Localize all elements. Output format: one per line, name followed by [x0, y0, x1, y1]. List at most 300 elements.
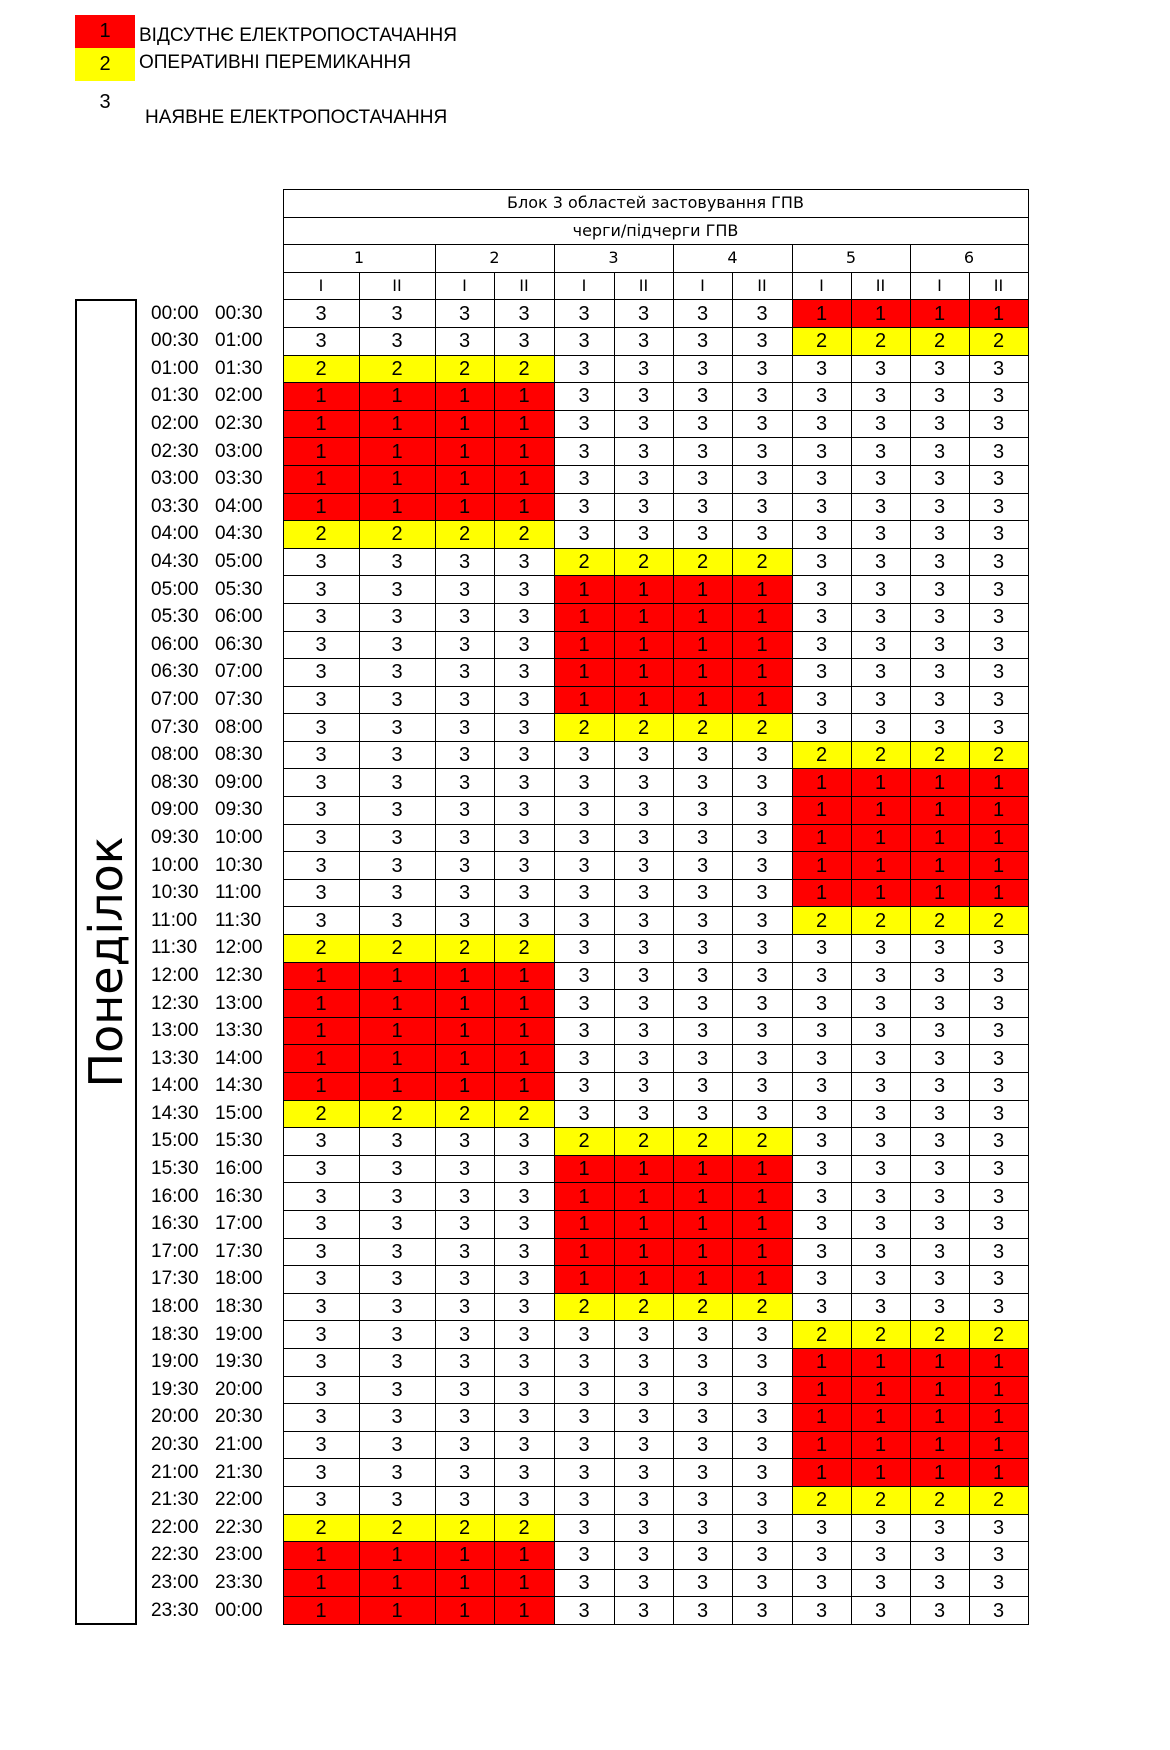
status-cell: 3 [554, 769, 614, 797]
status-cell: 3 [910, 493, 969, 521]
status-cell: 3 [732, 1486, 792, 1514]
table-row [76, 1155, 1028, 1183]
status-cell: 3 [614, 1431, 673, 1459]
status-cell: 3 [792, 548, 851, 576]
status-cell: 3 [792, 1100, 851, 1128]
subqueue-header: I [435, 272, 494, 300]
status-cell: 3 [435, 824, 494, 852]
status-cell: 3 [732, 852, 792, 880]
status-cell: 3 [435, 1376, 494, 1404]
status-cell: 2 [732, 548, 792, 576]
status-cell: 1 [969, 852, 1028, 880]
status-cell: 3 [283, 797, 359, 825]
status-cell: 3 [359, 1376, 435, 1404]
legend-swatch-red: 1 [75, 15, 135, 48]
status-cell: 1 [494, 1569, 554, 1597]
status-cell: 3 [359, 1293, 435, 1321]
table-row [76, 631, 1028, 659]
status-cell: 3 [910, 935, 969, 963]
status-cell: 2 [435, 1100, 494, 1128]
status-cell: 2 [435, 355, 494, 383]
table-row [76, 521, 1028, 549]
status-cell: 3 [732, 1404, 792, 1432]
time-end: 11:00 [215, 882, 262, 904]
status-cell: 3 [494, 631, 554, 659]
status-cell: 3 [614, 1376, 673, 1404]
status-cell: 1 [283, 438, 359, 466]
status-cell: 1 [614, 1155, 673, 1183]
status-cell: 3 [969, 962, 1028, 990]
status-cell: 3 [851, 1045, 910, 1073]
status-cell: 3 [851, 1128, 910, 1156]
status-cell: 1 [732, 1183, 792, 1211]
status-cell: 1 [732, 659, 792, 687]
time-start: 14:00 [151, 1075, 199, 1097]
status-cell: 3 [673, 355, 732, 383]
status-cell: 3 [910, 410, 969, 438]
status-cell: 3 [435, 1266, 494, 1294]
table-row [76, 962, 1028, 990]
status-cell: 1 [969, 879, 1028, 907]
status-cell: 3 [673, 300, 732, 328]
status-cell: 3 [359, 1486, 435, 1514]
status-cell: 1 [554, 576, 614, 604]
status-cell: 1 [283, 465, 359, 493]
status-cell: 3 [732, 1017, 792, 1045]
status-cell: 3 [732, 521, 792, 549]
time-start: 04:00 [151, 523, 199, 545]
status-cell: 3 [851, 355, 910, 383]
status-cell: 3 [494, 1321, 554, 1349]
queue-header: 2 [435, 245, 554, 273]
table-row [76, 714, 1028, 742]
status-cell: 3 [494, 1155, 554, 1183]
status-cell: 3 [614, 1348, 673, 1376]
status-cell: 3 [792, 935, 851, 963]
status-cell: 3 [910, 631, 969, 659]
time-start: 02:30 [151, 440, 199, 462]
status-cell: 3 [435, 1183, 494, 1211]
time-start: 12:30 [151, 992, 199, 1014]
status-cell: 3 [283, 852, 359, 880]
subqueue-header: I [910, 272, 969, 300]
status-cell: 3 [792, 603, 851, 631]
time-end: 09:30 [215, 799, 263, 821]
status-cell: 3 [851, 438, 910, 466]
time-start: 18:00 [151, 1296, 199, 1318]
status-cell: 3 [554, 1376, 614, 1404]
status-cell: 3 [435, 1459, 494, 1487]
status-cell: 3 [851, 714, 910, 742]
status-cell: 2 [359, 935, 435, 963]
status-cell: 3 [435, 1293, 494, 1321]
status-cell: 3 [969, 1183, 1028, 1211]
status-cell: 1 [614, 659, 673, 687]
status-cell: 3 [673, 1486, 732, 1514]
status-cell: 3 [969, 1542, 1028, 1570]
status-cell: 3 [673, 990, 732, 1018]
status-cell: 1 [851, 300, 910, 328]
time-start: 01:00 [151, 357, 199, 379]
time-end: 15:00 [215, 1102, 263, 1124]
status-cell: 1 [910, 1459, 969, 1487]
status-cell: 3 [494, 1128, 554, 1156]
status-cell: 1 [435, 962, 494, 990]
status-cell: 3 [673, 1569, 732, 1597]
status-cell: 3 [910, 659, 969, 687]
status-cell: 3 [851, 383, 910, 411]
status-cell: 3 [359, 1431, 435, 1459]
status-cell: 3 [283, 1404, 359, 1432]
status-cell: 1 [673, 631, 732, 659]
status-cell: 3 [359, 659, 435, 687]
time-start: 05:30 [151, 606, 199, 628]
status-cell: 1 [554, 631, 614, 659]
status-cell: 1 [614, 1266, 673, 1294]
subqueue-header: II [732, 272, 792, 300]
legend-item-off [75, 15, 535, 48]
status-cell: 3 [435, 769, 494, 797]
status-cell: 1 [969, 1431, 1028, 1459]
status-cell: 3 [732, 935, 792, 963]
status-cell: 1 [910, 824, 969, 852]
status-cell: 1 [792, 300, 851, 328]
table-row [76, 1293, 1028, 1321]
status-cell: 3 [851, 990, 910, 1018]
status-cell: 3 [614, 962, 673, 990]
status-cell: 1 [359, 1073, 435, 1101]
status-cell: 1 [969, 1376, 1028, 1404]
status-cell: 1 [910, 300, 969, 328]
status-cell: 3 [732, 1348, 792, 1376]
status-cell: 1 [732, 1155, 792, 1183]
status-cell: 3 [435, 548, 494, 576]
status-cell: 3 [554, 438, 614, 466]
status-cell: 3 [435, 631, 494, 659]
time-start: 09:00 [151, 799, 199, 821]
status-cell: 3 [732, 327, 792, 355]
status-cell: 3 [732, 1100, 792, 1128]
status-cell: 3 [435, 1321, 494, 1349]
status-cell: 2 [732, 1128, 792, 1156]
status-cell: 3 [435, 300, 494, 328]
status-cell: 3 [673, 1404, 732, 1432]
status-cell: 3 [494, 741, 554, 769]
status-cell: 1 [359, 383, 435, 411]
time-start: 22:30 [151, 1544, 199, 1566]
status-cell: 3 [494, 879, 554, 907]
status-cell: 3 [435, 714, 494, 742]
status-cell: 3 [435, 879, 494, 907]
status-cell: 3 [554, 1321, 614, 1349]
status-cell: 3 [359, 300, 435, 328]
status-cell: 2 [673, 548, 732, 576]
status-cell: 1 [435, 410, 494, 438]
status-cell: 1 [359, 465, 435, 493]
status-cell: 3 [673, 493, 732, 521]
status-cell: 1 [494, 493, 554, 521]
status-cell: 3 [359, 1404, 435, 1432]
legend-item-on [75, 91, 535, 128]
status-cell: 1 [435, 1017, 494, 1045]
status-cell: 3 [910, 1569, 969, 1597]
status-cell: 3 [910, 576, 969, 604]
time-start: 06:30 [151, 661, 199, 683]
status-cell: 3 [614, 1459, 673, 1487]
status-cell: 1 [359, 410, 435, 438]
status-cell: 1 [435, 1542, 494, 1570]
status-cell: 3 [283, 1183, 359, 1211]
status-cell: 1 [554, 1266, 614, 1294]
status-cell: 3 [851, 1155, 910, 1183]
status-cell: 3 [673, 1321, 732, 1349]
status-cell: 3 [732, 1431, 792, 1459]
status-cell: 3 [435, 1486, 494, 1514]
time-end: 05:00 [215, 551, 263, 573]
status-cell: 3 [614, 300, 673, 328]
status-cell: 3 [435, 603, 494, 631]
status-cell: 3 [673, 907, 732, 935]
time-start: 15:30 [151, 1158, 199, 1180]
time-start: 03:00 [151, 468, 199, 490]
status-cell: 3 [554, 935, 614, 963]
status-cell: 3 [494, 1210, 554, 1238]
status-cell: 1 [673, 1238, 732, 1266]
status-cell: 3 [851, 1266, 910, 1294]
status-cell: 3 [614, 1073, 673, 1101]
time-end: 08:00 [215, 716, 263, 738]
legend-swatch-white: 3 [75, 91, 135, 124]
status-cell: 2 [910, 1321, 969, 1349]
status-cell: 3 [359, 769, 435, 797]
status-cell: 3 [359, 1321, 435, 1349]
status-cell: 3 [554, 1431, 614, 1459]
subqueue-header: II [614, 272, 673, 300]
status-cell: 1 [435, 1569, 494, 1597]
status-cell: 1 [969, 1459, 1028, 1487]
time-end: 10:30 [215, 854, 263, 876]
status-cell: 3 [359, 741, 435, 769]
time-end: 13:30 [215, 1020, 263, 1042]
status-cell: 2 [673, 714, 732, 742]
status-cell: 3 [494, 769, 554, 797]
status-cell: 3 [792, 962, 851, 990]
status-cell: 3 [851, 1100, 910, 1128]
time-end: 08:30 [215, 744, 263, 766]
status-cell: 1 [851, 852, 910, 880]
status-cell: 2 [792, 907, 851, 935]
status-cell: 3 [910, 686, 969, 714]
status-cell: 1 [673, 686, 732, 714]
status-cell: 1 [732, 1210, 792, 1238]
status-cell: 3 [554, 1045, 614, 1073]
status-cell: 3 [614, 990, 673, 1018]
table-row [76, 1238, 1028, 1266]
status-cell: 2 [910, 327, 969, 355]
status-cell: 3 [732, 438, 792, 466]
time-end: 22:00 [215, 1489, 263, 1511]
status-cell: 1 [554, 603, 614, 631]
status-cell: 3 [283, 907, 359, 935]
header-row-subqueues [76, 272, 1028, 300]
table-row [76, 576, 1028, 604]
status-cell: 3 [494, 1486, 554, 1514]
status-cell: 3 [732, 383, 792, 411]
status-cell: 1 [792, 1459, 851, 1487]
time-end: 04:30 [215, 523, 263, 545]
status-cell: 2 [969, 327, 1028, 355]
time-start: 09:30 [151, 826, 199, 848]
status-cell: 3 [614, 741, 673, 769]
legend-label: ВІДСУТНЄ ЕЛЕКТРОПОСТАЧАННЯ [139, 25, 457, 46]
status-cell: 3 [554, 1100, 614, 1128]
status-cell: 3 [792, 1569, 851, 1597]
status-cell: 3 [435, 852, 494, 880]
status-cell: 3 [673, 879, 732, 907]
status-cell: 1 [910, 797, 969, 825]
time-start: 17:00 [151, 1240, 199, 1262]
status-cell: 3 [732, 410, 792, 438]
status-cell: 3 [435, 1431, 494, 1459]
status-cell: 3 [732, 879, 792, 907]
time-end: 00:00 [215, 1599, 263, 1621]
status-cell: 1 [732, 576, 792, 604]
status-cell: 3 [851, 493, 910, 521]
status-cell: 2 [851, 907, 910, 935]
time-start: 08:30 [151, 771, 199, 793]
status-cell: 3 [673, 410, 732, 438]
time-end: 02:00 [215, 385, 263, 407]
status-cell: 2 [614, 1128, 673, 1156]
status-cell: 3 [732, 1459, 792, 1487]
status-cell: 3 [494, 659, 554, 687]
status-cell: 3 [910, 1266, 969, 1294]
status-cell: 3 [851, 521, 910, 549]
status-cell: 3 [969, 935, 1028, 963]
status-cell: 3 [283, 1431, 359, 1459]
status-cell: 1 [554, 1183, 614, 1211]
subqueue-header: I [673, 272, 732, 300]
status-cell: 3 [673, 769, 732, 797]
status-cell: 3 [673, 797, 732, 825]
status-cell: 3 [673, 1542, 732, 1570]
status-cell: 3 [614, 1514, 673, 1542]
table-title: Блок 3 областей застовування ГПВ [283, 190, 1028, 218]
status-cell: 3 [494, 1266, 554, 1294]
time-end: 18:00 [215, 1268, 263, 1290]
status-cell: 3 [851, 1569, 910, 1597]
status-cell: 3 [359, 576, 435, 604]
status-cell: 3 [910, 1514, 969, 1542]
status-cell: 3 [969, 410, 1028, 438]
status-cell: 2 [359, 355, 435, 383]
status-cell: 3 [283, 1376, 359, 1404]
status-cell: 3 [494, 824, 554, 852]
status-cell: 3 [910, 465, 969, 493]
status-cell: 3 [554, 1597, 614, 1625]
status-cell: 2 [792, 1486, 851, 1514]
status-cell: 1 [673, 576, 732, 604]
status-cell: 3 [359, 879, 435, 907]
time-start: 10:30 [151, 882, 199, 904]
status-cell: 1 [359, 438, 435, 466]
status-cell: 3 [851, 410, 910, 438]
status-cell: 3 [792, 1542, 851, 1570]
status-cell: 1 [792, 797, 851, 825]
table-row [76, 1404, 1028, 1432]
status-cell: 1 [732, 1238, 792, 1266]
time-start: 07:30 [151, 716, 199, 738]
time-end: 21:00 [215, 1434, 263, 1456]
status-cell: 3 [359, 714, 435, 742]
status-cell: 3 [614, 1404, 673, 1432]
time-start: 00:00 [151, 302, 199, 324]
status-cell: 3 [494, 327, 554, 355]
status-cell: 3 [910, 1017, 969, 1045]
status-cell: 1 [435, 990, 494, 1018]
status-cell: 3 [969, 1045, 1028, 1073]
status-cell: 1 [359, 1569, 435, 1597]
time-start: 11:00 [151, 909, 198, 931]
status-cell: 3 [851, 1183, 910, 1211]
status-cell: 1 [283, 962, 359, 990]
table-row [76, 1266, 1028, 1294]
status-cell: 3 [359, 327, 435, 355]
status-cell: 1 [554, 686, 614, 714]
status-cell: 3 [554, 383, 614, 411]
status-cell: 3 [283, 1238, 359, 1266]
time-start: 05:00 [151, 578, 199, 600]
table-row [76, 907, 1028, 935]
status-cell: 3 [283, 576, 359, 604]
time-end: 09:00 [215, 771, 263, 793]
status-cell: 3 [614, 438, 673, 466]
time-end: 20:00 [215, 1378, 263, 1400]
status-cell: 2 [673, 1293, 732, 1321]
table-subtitle: черги/підчерги ГПВ [283, 217, 1028, 245]
time-start: 22:00 [151, 1516, 199, 1538]
status-cell: 1 [851, 824, 910, 852]
status-cell: 3 [910, 1293, 969, 1321]
status-cell: 1 [792, 852, 851, 880]
queue-header: 5 [792, 245, 910, 273]
status-cell: 3 [554, 1514, 614, 1542]
status-cell: 3 [283, 824, 359, 852]
status-cell: 3 [792, 493, 851, 521]
status-cell: 3 [673, 1045, 732, 1073]
status-cell: 1 [792, 1376, 851, 1404]
table-row [76, 1017, 1028, 1045]
status-cell: 3 [614, 1542, 673, 1570]
status-cell: 3 [673, 1073, 732, 1101]
legend-item-switching [75, 48, 535, 81]
status-cell: 2 [851, 741, 910, 769]
status-cell: 3 [969, 1514, 1028, 1542]
status-cell: 2 [969, 1321, 1028, 1349]
time-start: 08:00 [151, 744, 199, 766]
status-cell: 1 [851, 1376, 910, 1404]
status-cell: 3 [494, 1376, 554, 1404]
status-cell: 3 [435, 741, 494, 769]
status-cell: 3 [851, 1293, 910, 1321]
time-start: 21:00 [151, 1461, 199, 1483]
status-cell: 3 [732, 824, 792, 852]
status-cell: 3 [969, 990, 1028, 1018]
status-cell: 3 [359, 631, 435, 659]
status-cell: 1 [283, 1597, 359, 1625]
status-cell: 1 [359, 1017, 435, 1045]
status-cell: 3 [614, 1321, 673, 1349]
